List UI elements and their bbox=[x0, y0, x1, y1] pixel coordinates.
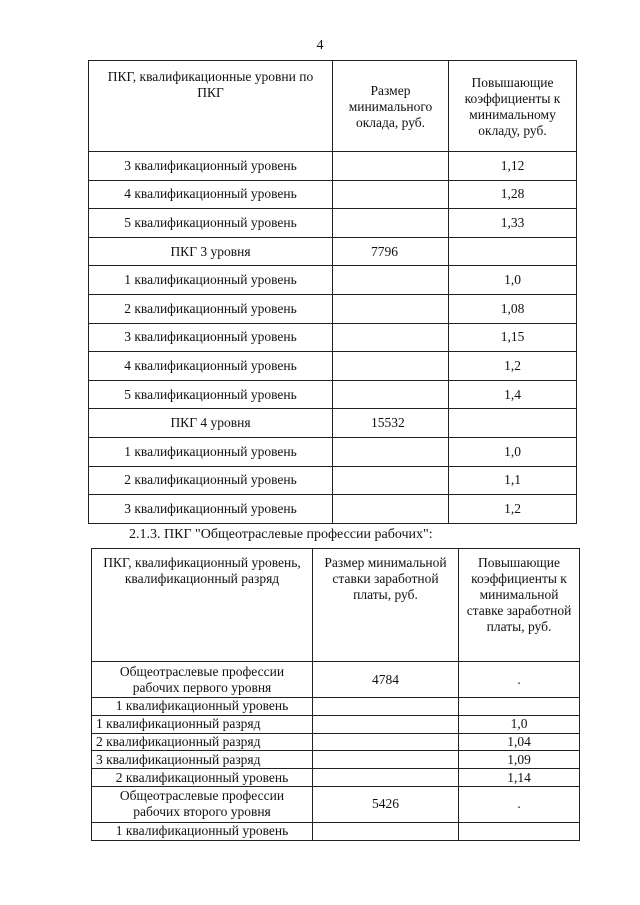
table-row bbox=[92, 715, 580, 733]
table-cell: 1 квалификационный уровень bbox=[92, 698, 313, 716]
table-cell: 1,0 bbox=[459, 715, 580, 733]
table-cell: Общеотраслевые профессии рабочих первого уровня bbox=[92, 662, 313, 698]
table-header-row bbox=[89, 61, 577, 152]
table-row bbox=[89, 352, 577, 381]
table-row bbox=[89, 437, 577, 466]
page-number: 4 bbox=[316, 38, 324, 53]
table-row bbox=[89, 266, 577, 295]
table-cell: ПКГ 4 уровня bbox=[89, 409, 333, 438]
table-row bbox=[89, 380, 577, 409]
table-cell: 1,14 bbox=[459, 769, 580, 787]
column-header: ПКГ, квалификационный уровень, квалификационный разряд bbox=[92, 549, 313, 662]
table-row bbox=[92, 698, 580, 716]
table-cell: 4784 bbox=[313, 662, 459, 698]
table-cell: . bbox=[459, 786, 580, 822]
table-row bbox=[92, 662, 580, 698]
table-cell bbox=[333, 380, 449, 409]
table-cell: 5 квалификационный уровень bbox=[89, 209, 333, 238]
table-cell: 2 квалификационный уровень bbox=[92, 769, 313, 787]
table-cell: 1,0 bbox=[449, 437, 577, 466]
table-cell: 1,2 bbox=[449, 495, 577, 524]
table-row bbox=[89, 237, 577, 266]
table-cell bbox=[333, 466, 449, 495]
table-row bbox=[89, 180, 577, 209]
table-cell: 5 квалификационный уровень bbox=[89, 380, 333, 409]
table-cell bbox=[333, 209, 449, 238]
section-heading: 2.1.3. ПКГ "Общеотраслевые профессии рабочих": bbox=[129, 527, 433, 542]
table-cell bbox=[333, 152, 449, 181]
table-cell: 1,04 bbox=[459, 733, 580, 751]
table-cell bbox=[333, 323, 449, 352]
table-cell: 3 квалификационный разряд bbox=[92, 751, 313, 769]
column-header: ПКГ, квалификационные уровни по ПКГ bbox=[89, 61, 333, 152]
table-cell: 2 квалификационный уровень bbox=[89, 466, 333, 495]
table-cell: 3 квалификационный уровень bbox=[89, 495, 333, 524]
table-cell: 4 квалификационный уровень bbox=[89, 352, 333, 381]
table-cell bbox=[333, 495, 449, 524]
table-row bbox=[89, 409, 577, 438]
table-cell: 1,12 bbox=[449, 152, 577, 181]
table-cell: 1,15 bbox=[449, 323, 577, 352]
table-cell: 2 квалификационный уровень bbox=[89, 294, 333, 323]
table-cell: 1,4 bbox=[449, 380, 577, 409]
table-cell: 1,0 bbox=[449, 266, 577, 295]
table-cell: 7796 bbox=[333, 237, 449, 266]
table-cell: 1,33 bbox=[449, 209, 577, 238]
table-cell bbox=[313, 715, 459, 733]
table-cell: 1 квалификационный уровень bbox=[92, 822, 313, 840]
table-cell: Общеотраслевые профессии рабочих второго уровня bbox=[92, 786, 313, 822]
table-cell: 1 квалификационный уровень bbox=[89, 437, 333, 466]
table-row bbox=[92, 822, 580, 840]
table-row bbox=[89, 323, 577, 352]
salary-table-1 bbox=[88, 60, 577, 524]
table-cell: . bbox=[459, 662, 580, 698]
table-cell: ПКГ 3 уровня bbox=[89, 237, 333, 266]
table-cell bbox=[313, 733, 459, 751]
table-cell bbox=[313, 822, 459, 840]
table-cell: 1 квалификационный уровень bbox=[89, 266, 333, 295]
table-row bbox=[92, 751, 580, 769]
table-header-row bbox=[92, 549, 580, 662]
table-row bbox=[92, 769, 580, 787]
table-row bbox=[89, 294, 577, 323]
table-cell bbox=[333, 294, 449, 323]
column-header: Размер минимального оклада, руб. bbox=[333, 61, 449, 152]
table-cell bbox=[313, 698, 459, 716]
table-cell bbox=[449, 409, 577, 438]
table-row bbox=[92, 786, 580, 822]
table-cell: 5426 bbox=[313, 786, 459, 822]
column-header: Повышающие коэффициенты к минимальному окладу, руб. bbox=[449, 61, 577, 152]
table-cell: 1,09 bbox=[459, 751, 580, 769]
table-cell bbox=[459, 822, 580, 840]
table-cell bbox=[333, 352, 449, 381]
table-row bbox=[89, 152, 577, 181]
table-row bbox=[89, 495, 577, 524]
table-row bbox=[89, 209, 577, 238]
table-cell bbox=[333, 180, 449, 209]
table-cell: 1,1 bbox=[449, 466, 577, 495]
table-cell bbox=[333, 437, 449, 466]
column-header: Повышающие коэффициенты к минимальной ставке заработной платы, руб. bbox=[459, 549, 580, 662]
table-cell: 4 квалификационный уровень bbox=[89, 180, 333, 209]
table-cell bbox=[459, 698, 580, 716]
table-cell: 1 квалификационный разряд bbox=[92, 715, 313, 733]
table-cell: 2 квалификационный разряд bbox=[92, 733, 313, 751]
table-cell bbox=[313, 769, 459, 787]
table-cell: 1,2 bbox=[449, 352, 577, 381]
table-cell: 1,08 bbox=[449, 294, 577, 323]
salary-table-2 bbox=[91, 548, 580, 841]
table-cell bbox=[333, 266, 449, 295]
table-cell: 15532 bbox=[333, 409, 449, 438]
table-row bbox=[92, 733, 580, 751]
table-cell: 1,28 bbox=[449, 180, 577, 209]
table-cell bbox=[313, 751, 459, 769]
table-cell: 3 квалификационный уровень bbox=[89, 152, 333, 181]
column-header: Размер минимальной ставки заработной платы, руб. bbox=[313, 549, 459, 662]
table-cell: 3 квалификационный уровень bbox=[89, 323, 333, 352]
table-cell bbox=[449, 237, 577, 266]
table-row bbox=[89, 466, 577, 495]
